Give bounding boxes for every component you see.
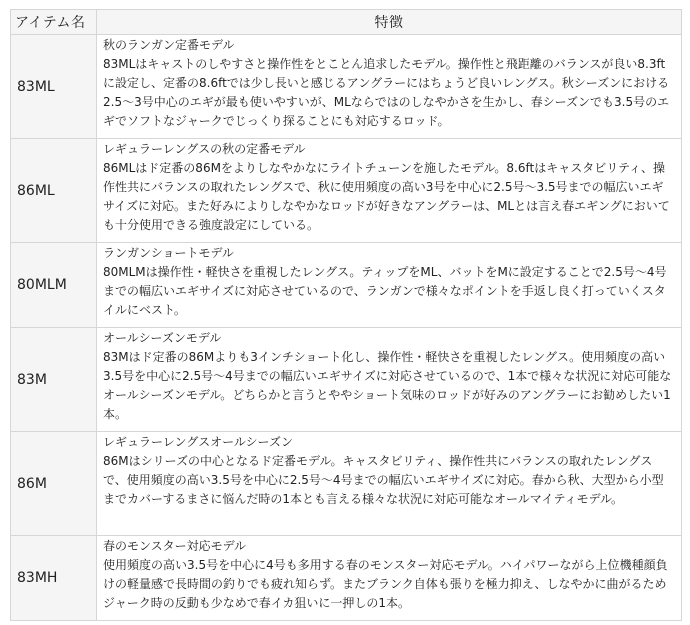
feature-description: 86Mはシリーズの中心となるド定番モデル。キャスタビリティ、操作性共にバランスの取れたレングスで、使用頻度の高い3.5号を中心に2.5号〜4号までの幅広いエギサイズに対応。春から秋、大型から小型までカバーするまさに悩んだ時の1本とも言える様々な状況に対応可能なオールマイティモデル。 [103, 454, 664, 506]
item-name-cell: 83M [11, 328, 97, 432]
item-name-cell: 80MLM [11, 243, 97, 328]
feature-cell [97, 328, 682, 432]
table-row [11, 139, 682, 243]
item-name-cell: 83ML [11, 35, 97, 139]
feature-cell [97, 432, 682, 536]
table-header-row [11, 10, 682, 35]
table-row [11, 432, 682, 536]
feature-description: 使用頻度の高い3.5号を中心に4号も多用する春のモンスター対応モデル。ハイパワーながら上位機種顔負けの軽量感で長時間の釣りでも疲れ知らず。またブランク自体も張りを極力抑え、しなやかに曲がるためジャーク時の反動も少なめで春イカ狙いに一押しの1本。 [103, 558, 668, 610]
feature-description: 80MLMは操作性・軽快さを重視したレングス。ティップをML、バットをMに設定することで2.5号〜4号までの幅広いエギサイズに対応させているので、ランガンで様々なポイントを手返し良く打っていくスタイルにベスト。 [103, 265, 667, 317]
table-row [11, 35, 682, 139]
feature-cell [97, 139, 682, 243]
feature-title: ランガンショートモデル [103, 246, 234, 260]
feature-title: 春のモンスター対応モデル [103, 539, 247, 553]
table-row [11, 243, 682, 328]
feature-description: 83MLはキャストのしやすさと操作性をとことん追求したモデル。操作性と飛距離のバランスが良い8.3ftに設定し、定番の8.6ftでは少し長いと感じるアングラーにはちょうど良いレングス。秋シーズンにおける2.5〜3号中心のエギが最も使いやすいが、MLならではのしなやかさを生かし、春シーズンでも3.5号のエギでソフトなジャークでじっくり探ることにも対応するロッド。 [103, 57, 670, 128]
feature-description: 83Mはド定番の86Mよりも3インチショート化し、操作性・軽快さを重視したレングス。使用頻度の高い3.5号を中心に2.5号〜4号までの幅広いエギサイズに対応させているので、1本で様々な状況に対応可能なオールシーズンモデル。どちらかと言うとややショート気味のロッドが好みのアングラーにお勧めしたい1本。 [103, 350, 672, 421]
feature-cell [97, 35, 682, 139]
header-item-name: アイテム名 [11, 10, 97, 35]
feature-cell [97, 243, 682, 328]
table-row [11, 328, 682, 432]
spec-table [10, 9, 682, 621]
feature-description: 86MLはド定番の86Mをよりしなやかなにライトチューンを施したモデル。8.6ftはキャスタビリティ、操作性共にバランスの取れたレングスで、秋に使用頻度の高い3号を中心に2.5号〜3.5号までの幅広いエギサイズに対応。また好みによりしなやかなロッドが好きなアングラーは、MLとは言え春エギングにおいても十分使用できる強度設定にしている。 [103, 161, 670, 232]
feature-cell [97, 536, 682, 621]
feature-title: レギュラーレングスオールシーズン [103, 435, 293, 449]
feature-title: レギュラーレングスの秋の定番モデル [103, 142, 306, 156]
item-name-cell: 86ML [11, 139, 97, 243]
header-features: 特徴 [97, 10, 682, 35]
feature-title: オールシーズンモデル [103, 331, 222, 345]
table-row [11, 536, 682, 621]
item-name-cell: 86M [11, 432, 97, 536]
item-name-cell: 83MH [11, 536, 97, 621]
feature-title: 秋のランガン定番モデル [103, 38, 235, 52]
